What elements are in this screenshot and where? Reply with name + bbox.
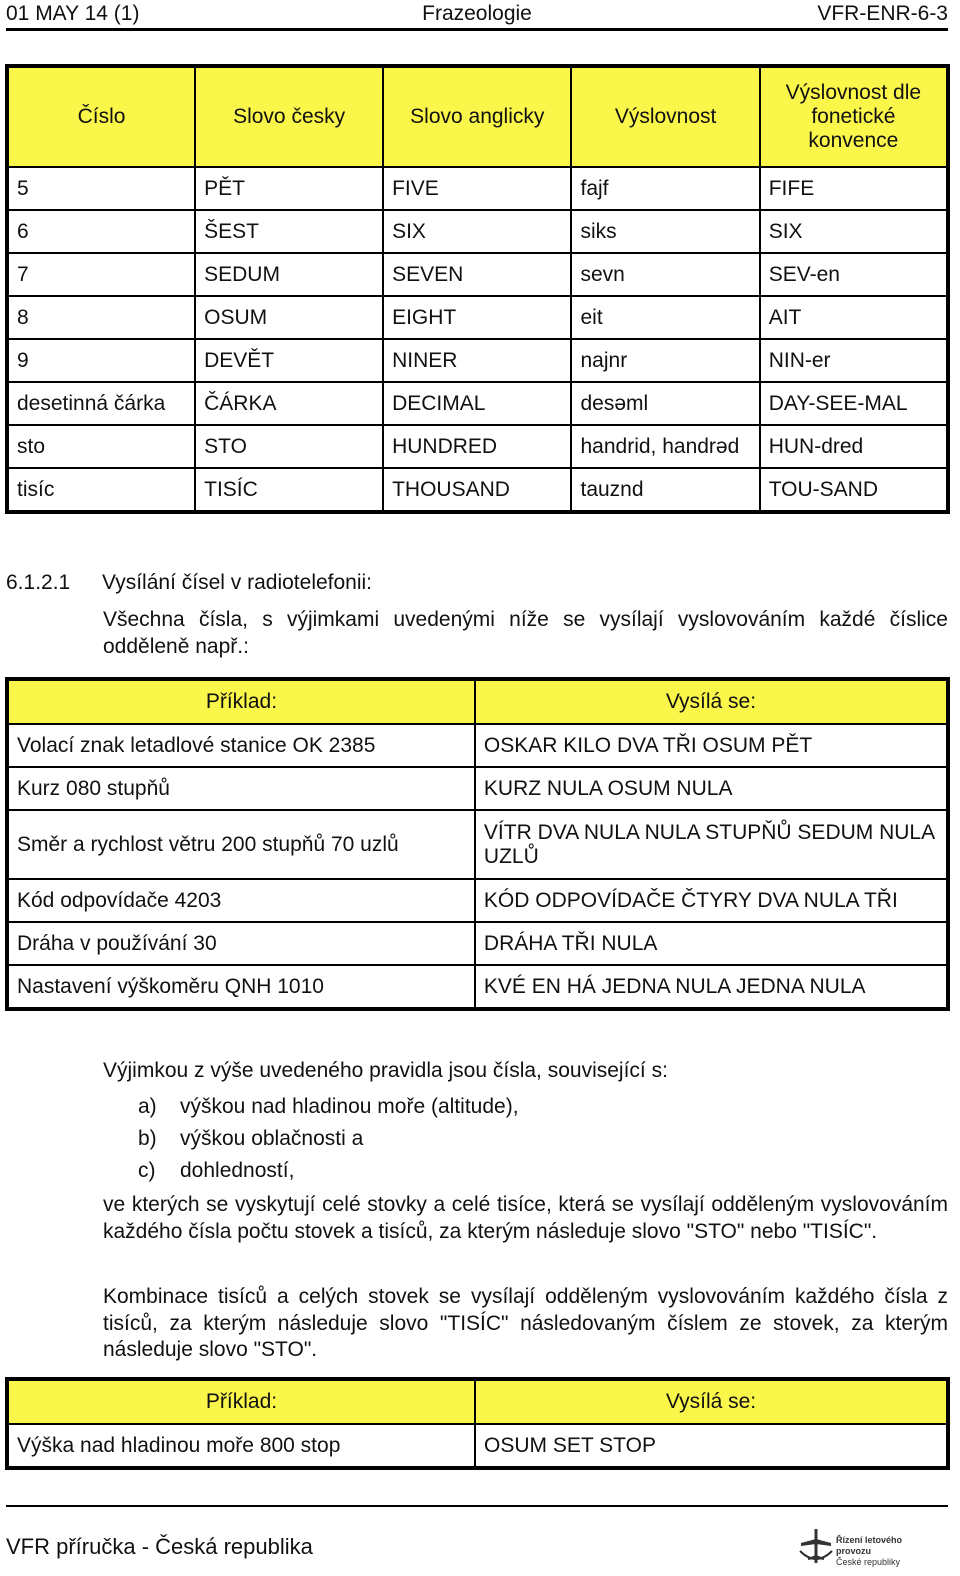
table-cell: tauznd bbox=[571, 468, 759, 512]
table-cell: DAY-SEE-MAL bbox=[760, 382, 948, 425]
logo-text bbox=[836, 1535, 938, 1568]
list-marker: c) bbox=[138, 1159, 156, 1182]
logo-line-1: Řízení letového provozu bbox=[836, 1535, 903, 1556]
exceptions-paragraph-2: Kombinace tisíců a celých stovek se vysílají odděleným vyslovováním každého čísla z tisíců, za kterým následuje slovo "TISÍC" následovaným číslem ze stovek, za kterým následuje slovo "STO". bbox=[103, 1285, 948, 1361]
list-text: výškou nad hladinou moře (altitude), bbox=[180, 1095, 519, 1118]
table-row bbox=[7, 965, 948, 1009]
table-cell: Dráha v používání 30 bbox=[7, 922, 475, 965]
table-cell: SEVEN bbox=[383, 253, 571, 296]
table-cell: ŠEST bbox=[195, 210, 383, 253]
list-marker: a) bbox=[138, 1095, 157, 1118]
table-cell: Směr a rychlost větru 200 stupňů 70 uzlů bbox=[7, 810, 475, 879]
table-row bbox=[7, 167, 948, 210]
list-marker: b) bbox=[138, 1127, 157, 1150]
logo-line-2: České republiky bbox=[836, 1557, 901, 1567]
table-cell: THOUSAND bbox=[383, 468, 571, 512]
footer-divider bbox=[6, 1505, 948, 1507]
organization-logo bbox=[798, 1527, 938, 1567]
table-cell: 5 bbox=[7, 167, 195, 210]
table-cell: SIX bbox=[760, 210, 948, 253]
table-cell: DRÁHA TŘI NULA bbox=[475, 922, 948, 965]
table-cell: OSUM SET STOP bbox=[475, 1424, 948, 1468]
column-header: Příklad: bbox=[7, 679, 475, 724]
table-cell: OSUM bbox=[195, 296, 383, 339]
table-cell: HUNDRED bbox=[383, 425, 571, 468]
table-cell: TISÍC bbox=[195, 468, 383, 512]
column-header: Výslovnost bbox=[571, 66, 759, 167]
example-table bbox=[5, 677, 950, 1011]
table-cell: desəml bbox=[571, 382, 759, 425]
table-cell: ČÁRKA bbox=[195, 382, 383, 425]
column-header: Vysílá se: bbox=[475, 1379, 948, 1424]
table-cell: TOU-SAND bbox=[760, 468, 948, 512]
table-row bbox=[7, 724, 948, 767]
header-title: Frazeologie bbox=[422, 2, 532, 25]
list-item bbox=[138, 1155, 519, 1187]
section-heading bbox=[6, 571, 372, 595]
header-page-id: VFR-ENR-6-3 bbox=[817, 2, 948, 25]
table-cell: 6 bbox=[7, 210, 195, 253]
table-cell: sto bbox=[7, 425, 195, 468]
table-cell: 9 bbox=[7, 339, 195, 382]
table-cell: desetinná čárka bbox=[7, 382, 195, 425]
table-cell: siks bbox=[571, 210, 759, 253]
list-item bbox=[138, 1091, 519, 1123]
exceptions-list bbox=[138, 1091, 519, 1187]
table-cell: 7 bbox=[7, 253, 195, 296]
table-cell: Výška nad hladinou moře 800 stop bbox=[7, 1424, 475, 1468]
column-header: Výslovnost dle fonetické konvence bbox=[760, 66, 948, 167]
table-row bbox=[7, 382, 948, 425]
table-cell: HUN-dred bbox=[760, 425, 948, 468]
table-cell: PĚT bbox=[195, 167, 383, 210]
table-row bbox=[7, 1424, 948, 1468]
table-cell: Kód odpovídače 4203 bbox=[7, 879, 475, 922]
table-cell: Kurz 080 stupňů bbox=[7, 767, 475, 810]
table-row bbox=[7, 767, 948, 810]
table-cell: KÓD ODPOVÍDAČE ČTYRY DVA NULA TŘI bbox=[475, 879, 948, 922]
table-cell: STO bbox=[195, 425, 383, 468]
table-row bbox=[7, 468, 948, 512]
table-cell: FIVE bbox=[383, 167, 571, 210]
exceptions-paragraph-1: ve kterých se vyskytují celé stovky a celé tisíce, která se vysílají odděleným vyslovováním každého čísla počtu stovek a tisíců, za kterým následuje slovo "STO" nebo "TISÍC". bbox=[103, 1193, 948, 1243]
table-cell: Volací znak letadlové stanice OK 2385 bbox=[7, 724, 475, 767]
table-cell: SIX bbox=[383, 210, 571, 253]
column-header: Slovo česky bbox=[195, 66, 383, 167]
table-cell: NINER bbox=[383, 339, 571, 382]
table-cell: Nastavení výškoměru QNH 1010 bbox=[7, 965, 475, 1009]
table-cell: DEVĚT bbox=[195, 339, 383, 382]
header-date: 01 MAY 14 (1) bbox=[6, 2, 140, 25]
table-cell: eit bbox=[571, 296, 759, 339]
table-row bbox=[7, 339, 948, 382]
table-cell: AIT bbox=[760, 296, 948, 339]
column-header: Vysílá se: bbox=[475, 679, 948, 724]
table-row bbox=[7, 210, 948, 253]
table-cell: FIFE bbox=[760, 167, 948, 210]
table-header-row bbox=[7, 1379, 948, 1424]
example-table-2 bbox=[5, 1377, 950, 1470]
section-intro: Všechna čísla, s výjimkami uvedenými níže se vysílají vyslovováním každé číslice odděleně např.: bbox=[103, 608, 948, 658]
section-title: Vysílání čísel v radiotelefonii: bbox=[102, 571, 373, 594]
table-cell: handrid, handrəd bbox=[571, 425, 759, 468]
table-cell: VÍTR DVA NULA NULA STUPŇŮ SEDUM NULA UZLŮ bbox=[475, 810, 948, 879]
exceptions-intro: Výjimkou z výše uvedeného pravidla jsou čísla, související s: bbox=[103, 1059, 668, 1082]
table-header-row bbox=[7, 679, 948, 724]
table-cell: 8 bbox=[7, 296, 195, 339]
table-cell: tisíc bbox=[7, 468, 195, 512]
column-header: Slovo anglicky bbox=[383, 66, 571, 167]
list-text: dohledností, bbox=[180, 1159, 295, 1182]
table-cell: DECIMAL bbox=[383, 382, 571, 425]
aircraft-logo-icon bbox=[798, 1527, 834, 1565]
table-cell: najnr bbox=[571, 339, 759, 382]
page-header bbox=[6, 2, 948, 31]
table-row bbox=[7, 922, 948, 965]
list-text: výškou oblačnosti a bbox=[180, 1127, 364, 1150]
table-cell: SEV-en bbox=[760, 253, 948, 296]
footer-text: VFR příručka - Česká republika bbox=[6, 1534, 313, 1559]
table-row bbox=[7, 253, 948, 296]
table-cell: KURZ NULA OSUM NULA bbox=[475, 767, 948, 810]
list-item bbox=[138, 1123, 519, 1155]
table-row bbox=[7, 296, 948, 339]
numbers-table bbox=[5, 64, 950, 514]
column-header: Číslo bbox=[7, 66, 195, 167]
table-row bbox=[7, 879, 948, 922]
table-cell: NIN-er bbox=[760, 339, 948, 382]
section-number: 6.1.2.1 bbox=[6, 571, 71, 594]
table-cell: fajf bbox=[571, 167, 759, 210]
table-row bbox=[7, 425, 948, 468]
table-cell: KVÉ EN HÁ JEDNA NULA JEDNA NULA bbox=[475, 965, 948, 1009]
table-row bbox=[7, 810, 948, 879]
table-cell: sevn bbox=[571, 253, 759, 296]
table-header-row bbox=[7, 66, 948, 167]
table-cell: EIGHT bbox=[383, 296, 571, 339]
table-cell: SEDUM bbox=[195, 253, 383, 296]
table-cell: OSKAR KILO DVA TŘI OSUM PĚT bbox=[475, 724, 948, 767]
column-header: Příklad: bbox=[7, 1379, 475, 1424]
